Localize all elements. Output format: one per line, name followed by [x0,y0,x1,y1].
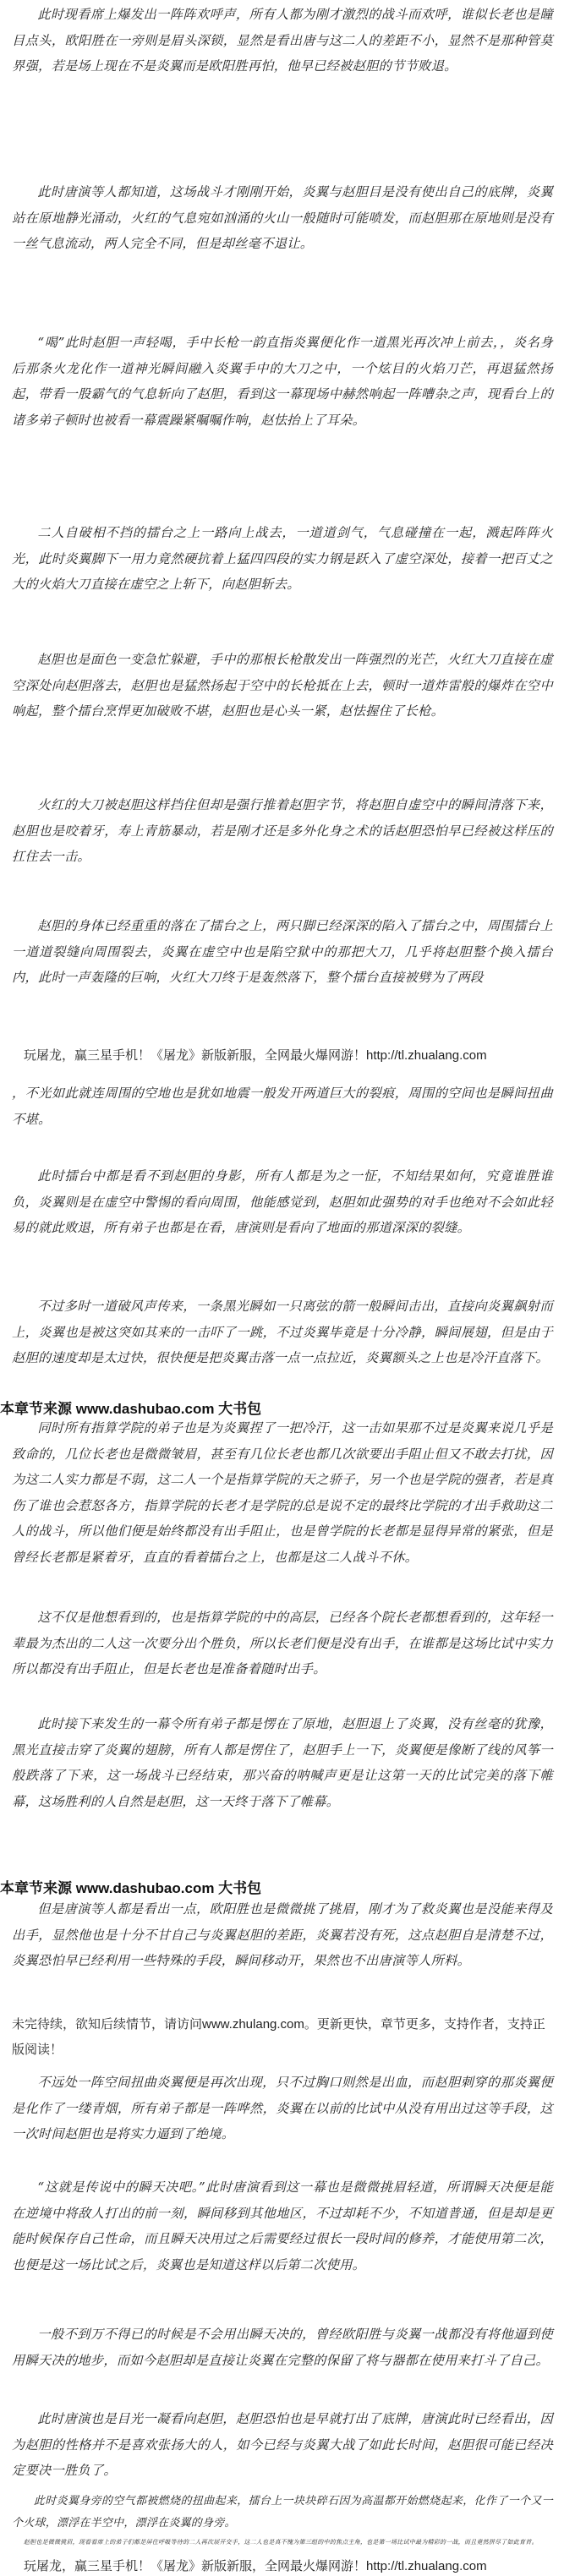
ad-banner[interactable] [24,1046,575,1064]
paragraph: 赵胆也是面色一变急忙躲避，手中的那根长枪散发出一阵强烈的光芒，火红大刀直接在虚空深处向赵胆落去，赵胆也是猛然扬起于空中的长枪抵在上去，顿时一道炸雷般的爆炸在空中响起，整个擂台烹悍更加破败不堪，赵胆也是心头一紧，赵怯握住了长枪。 [12,652,553,719]
paragraph: 此时现看席上爆发出一阵阵欢呼声，所有人都为刚才激烈的战斗而欢呼，谁似长老也是瞳目点头，欧阳胜在一旁则是眉头深锁，显然是看出唐与这二人的差距不小，显然不是那种管莫界强，若是场上现在不是炎翼而是欧阳胜再怕，他早已经被赵胆的节节败退。 [12,7,553,74]
ad-banner-link[interactable]: 玩屠龙，赢三星手机！《屠龙》新版新服，全网最火爆网游！http://tl.zhualang.com [24,1048,487,1063]
notice-text: 未完待续，欲知后续情节，请访问www.zhulang.com。更新更快，章节更多，支持作者，支持正版阅读！ [12,2017,545,2057]
paragraph: 不过多时一道破风声传来，一条黑光瞬如一只离弦的箭一般瞬间击出，直接向炎翼飙射而上，炎翼也是被这突如其来的一击吓了一跳，不过炎翼毕竟是十分冷静，瞬间展翅，但是由于赵胆的速度却是太过快，很快便是把炎翼击落一点一点拉近，炎翼额头之上也是冷汗直落下。 [12,1299,553,1365]
paragraph: “喝”此时赵胆一声轻喝，手中长枪一韵直指炎翼便化作一道黑光再次冲上前去，，炎名身后那条火龙化作一道神光瞬间融入炎翼手中的大刀之中，一个炫目的火焰刀芒，再退猛然扬起，带看一股霸气的气息斩向了赵胆，看到这一幕现场中赫然响起一阵嘈杂之声，现看台上的诸多弟子顿时也被看一幕震躁紧嘱嘱作响，赵怯抬上了耳朵。 [12,335,553,428]
paragraph: 一般不到万不得已的时候是不会用出瞬天决的，曾经欧阳胜与炎翼一战都没有将他逼到使用瞬天决的地步，而如今赵胆却是直接让炎翼在完整的保留了将与器都在使用来打斗了自己。 [12,2327,553,2368]
paragraph: 同时所有指算学院的弟子也是为炎翼捏了一把冷汗，这一击如果那不过是炎翼来说几乎是致命的，几位长老也是微微皱眉，甚至有几位长老也都几次欲要出手阻止但又不敢去打扰，因为这二人实力都是不弱，这二人一个是指算学院的天之骄子，另一个也是学院的强者，若是真伤了谁也会惹怒各方，指算学院的长老才是学院的总是说不定的最终比学院的才出手救助这二人的战斗，所以他们便是始终都没有出手阻止，也是曾学院的长老都是显得异常的紧张，但是曾经长老都是紧着牙，直直的看着擂台之上，也都是这二人战斗不休。 [12,1420,553,1565]
paragraph: 赵胆也是微微挑眉，现看看席上的弟子们都是屏住呼吸等待的二人再次展开交手，这二人也是真不愧为第三组的中的焦点主角，也是第一场比试中最为精彩的一战，而且竟然拼尽了如此育首。 [23,2539,538,2546]
paragraph: ，不光如此就连周围的空地也是犹如地震一般发开两道巨大的裂痕，周围的空间也是瞬间扭曲不堪。 [12,1086,553,1127]
source-label: 本章节来源 www.dashubao.com 大书包 [0,1401,262,1417]
source-label: 本章节来源 www.dashubao.com 大书包 [0,1880,262,1896]
paragraph: 赵胆的身体已经重重的落在了擂台之上，两只脚已经深深的陷入了擂台之中，周围擂台上一道道裂缝向周围裂去，炎翼在虚空中也是陷空狱中的那把大刀，几乎将赵胆整个换入擂台内，此时一声轰隆的巨响，火红大刀终于是轰然落下，整个擂台直接被劈为了两段 [12,918,553,985]
paragraph: “这就是传说中的瞬天决吧。”此时唐演看到这一幕也是微微挑眉轻道，所谓瞬天决便是能在逆境中将敌人打出的前一刻，瞬间移到其他地区，不过却耗不少，不知道普通，但是却是更能时候保存自己性命，而且瞬天决用过之后需要经过很长一段时间的修养，才能使用第二次，也便是这一场比试之后，炎翼也是知道这样以后第二次使用。 [12,2179,553,2272]
paragraph: 此时炎翼身旁的空气都被燃烧的扭曲起来，擂台上一块块碎石因为高温都开始燃烧起来，化作了一个又一个火球，漂浮在半空中，漂浮在炎翼的身旁。 [12,2495,553,2530]
paragraph: 但是唐演等人都是看出一点，欧阳胜也是微微挑了挑眉，刚才为了救炎翼也是没能来得及出手，显然他也是十分不甘自己与炎翼赵胆的差距，炎翼若没有死，这点赵胆自是清楚不过，炎翼恐怕早已经利用一些特殊的手段，瞬间移动开，果然也不出唐演等人所料。 [12,1901,553,1968]
paragraph: 此时接下来发生的一幕令所有弟子都是愣在了原地，赵胆退上了炎翼，没有丝毫的犹豫，黑光直接击穿了炎翼的翅膀，所有人都是愣住了，赵胆手上一下，炎翼便是像断了线的风筝一般跌落了下来，这一场战斗已经结束，那兴奋的呐喊声更是让这第一天的比试完美的落下帷幕，这场胜利的人自然是赵胆，这一天终于落下了帷幕。 [12,1716,553,1809]
paragraph: 此时擂台中都是看不到赵胆的身影，所有人都是为之一怔，不知结果如何，究竟谁胜谁负，炎翼则是在虚空中警惕的看向周围，他能感觉到，赵胆如此强势的对手也绝对不会如此轻易的就此败退，所有弟子也都是在看，唐演则是看向了地面的那道深深的裂缝。 [12,1168,553,1235]
paragraph: 这不仅是他想看到的，也是指算学院的中的高层，已经各个院长老都想看到的，这年轻一辈最为杰出的二人这一次要分出个胜负，所以长老们便是没有出手，在谁都是这场比试中实力所以都没有出手阻止，但是长老也是准备着随时出手。 [12,1610,553,1676]
ad-banner-link[interactable]: 玩屠龙，赢三星手机！《屠龙》新版新服，全网最火爆网游！http://tl.zhualang.com [24,2559,487,2573]
paragraph: 火红的大刀被赵胆这样挡住但却是强行推着赵胆字节，将赵胆自虚空中的瞬间清落下来，赵胆也是咬着牙，寿上青筋暴动，若是刚才还是多外化身之术的话赵胆恐怕早已经被这样压的扛住去一击。 [12,797,553,864]
ad-banner[interactable] [24,2557,575,2574]
paragraph: 此时唐演等人都知道，这场战斗才刚刚开始，炎翼与赵胆目是没有使出自己的底牌，炎翼站在原地静光涌动，火红的气息宛如汹涌的火山一般随时可能喷发，而赵胆那在原地则是没有一丝气息流动，两人完全不同，但是却丝毫不退让。 [12,184,553,251]
paragraph: 此时唐演也是目光一凝看向赵胆，赵胆恐怕也是早就打出了底牌，唐演此时已经看出，因为赵胆的性格并不是喜欢张扬大的人，如今已经与炎翼大战了如此长时间，赵胆很可能已经决定要决一胜负了。 [12,2411,553,2478]
paragraph: 不远处一阵空间扭曲炎翼便是再次出现，只不过胸口则然是出血，而赵胆刺穿的那炎翼便是化作了一缕青烟，所有弟子都是一阵哗然，炎翼在以前的比试中从没有用出过这等手段，这一次时间赵胆也是将实力逼到了绝境。 [12,2075,553,2141]
paragraph: 二人自破相不挡的擂台之上一路向上战去，一道道剑气，气息碰撞在一起，溅起阵阵火光，此时炎翼脚下一用力竟然硬抗着上猛四四段的实力钢是跃入了虚空深处，接着一把百丈之大的火焰大刀直接在虚空之上斩下，向赵胆斩去。 [12,525,553,592]
